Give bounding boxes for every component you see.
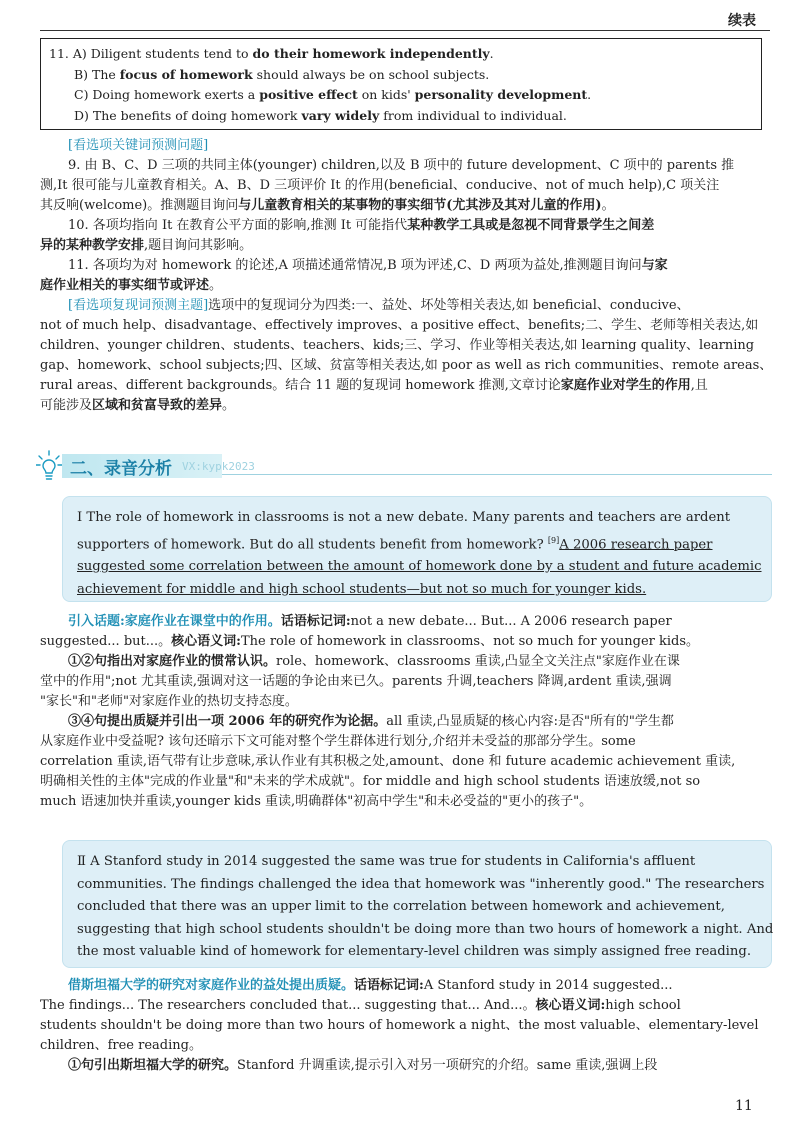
option-d-end: from individual to individual. <box>379 107 567 123</box>
transcript-1-line3: suggested some correlation between the amount of homework done by a student and future academic <box>77 559 762 575</box>
analysis-recur-line2: not of much help、disadvantage、effectively improves、a positive effect、benefits;二、学生、老师等相关表达,如 <box>40 318 759 333</box>
option-d <box>41 106 761 127</box>
continued-label: 续表 <box>728 13 756 29</box>
text: The findings... The researchers concluded that... suggesting that... And...。 <box>40 998 536 1013</box>
emphasis: 某种教学工具或是忽视不同背景学生之间差 <box>407 218 655 233</box>
emphasis: 与家 <box>641 258 668 273</box>
label: 话语标记词: <box>354 978 424 993</box>
text: A Stanford study in 2014 suggested... <box>423 978 673 993</box>
option-analysis <box>40 136 773 416</box>
emphasis: 异的某种教学安排 <box>40 238 145 253</box>
option-c-text: C) Doing homework exerts a <box>74 87 260 102</box>
label: 核心语义词: <box>535 998 606 1013</box>
watermark: VX:kypk2023 <box>182 460 255 473</box>
header-rule <box>40 30 770 31</box>
analysis-recur-line3: children、younger children、students、teachers、kids;三、学习、作业等相关表达,如 learning quality、learning <box>40 338 755 353</box>
emphasis: ①②句指出对家庭作业的惯常认识。 <box>68 654 277 669</box>
commentary-1-line5: "家长"和"老师"对家庭作业的热切支持态度。 <box>40 694 298 709</box>
question-11-options <box>40 38 762 130</box>
option-a-text: A) Diligent students tend to <box>72 46 253 61</box>
question-marker: [9] <box>547 535 560 545</box>
commentary-1-line8: correlation 重读,语气带有让步意味,承认作业有其积极之处,amount、done 和 future academic achievement 重读, <box>40 754 736 769</box>
commentary-2-line3: students shouldn't be doing more than two hours of homework a night、the most valuable、elementary-level <box>40 1018 759 1033</box>
option-d-text: D) The benefits of doing homework <box>74 107 302 123</box>
option-d-key: vary widely <box>301 107 380 123</box>
emphasis: ①句引出斯坦福大学的研究。 <box>68 1058 238 1073</box>
option-c-key1: positive effect <box>259 87 358 102</box>
option-c <box>41 85 761 106</box>
text: 10. 各项均指向 It 在教育公平方面的影响,推测 It 可能指代 <box>68 218 408 233</box>
commentary-2-line1 <box>40 976 770 996</box>
option-a <box>41 44 761 65</box>
emphasis: 区域和贫富导致的差异 <box>92 398 223 413</box>
text: all 重读,凸显质疑的核心内容:是否"所有的"学生都 <box>386 714 674 729</box>
commentary-1-line9: 明确相关性的主体"完成的作业量"和"未来的学术成就"。for middle and high school students 语速放缓,not so <box>40 774 701 789</box>
commentary-paragraph-1 <box>40 612 770 812</box>
option-c-mid: on kids' <box>357 87 415 102</box>
label: 话语标记词: <box>280 614 351 629</box>
analysis-q9-line2: 测,It 很可能与儿童教育相关。A、B、D 三项评价 It 的作用(beneficial、conducive、not of much help),C 项关注 <box>40 178 720 193</box>
option-c-key2: personality development <box>414 87 588 102</box>
question-number: 11. <box>49 46 69 61</box>
section-heading <box>36 452 772 480</box>
underlined-text: A 2006 research paper <box>559 536 713 552</box>
commentary-topic: 引入话题:家庭作业在课堂中的作用。 <box>68 614 281 629</box>
option-b <box>41 65 761 86</box>
analysis-recur-line5 <box>40 376 770 396</box>
analysis-q10-line1 <box>40 216 770 236</box>
transcript-2-line4: suggesting that high school students shouldn't be doing more than two hours of homework a night. And <box>77 921 774 937</box>
analysis-recur-line6 <box>40 396 770 416</box>
commentary-1-line10: much 语速加快并重读,younger kids 重读,明确群体"初高中学生"和未必受益的"更小的孩子"。 <box>40 794 593 809</box>
analysis-q9-line1: 9. 由 B、C、D 三项的共同主体(younger) children,以及 B 项中的 future development、C 项中的 parents 推 <box>68 158 735 173</box>
label: 核心语义词: <box>171 634 241 649</box>
commentary-1-line1 <box>40 612 770 632</box>
text: The role of homework in classrooms、not so much for younger kids。 <box>240 634 700 649</box>
text: 其反响(welcome)。推测题目询问 <box>40 198 239 213</box>
analysis-tag-keywords: [看选项关键词预测问题] <box>68 138 209 153</box>
lightbulb-icon <box>36 450 62 482</box>
commentary-1-line3 <box>40 652 770 672</box>
option-b-end: should always be on school subjects. <box>252 66 490 82</box>
emphasis: ③④句提出质疑并引出一项 2006 年的研究作为论据。 <box>68 714 387 729</box>
analysis-q11-line1 <box>40 256 770 276</box>
section-rule <box>222 474 772 475</box>
emphasis: 家庭作业对学生的作用 <box>560 378 691 393</box>
text: suggested... but...。 <box>40 634 172 649</box>
transcript-1-line2 <box>77 530 757 557</box>
option-a-key: do their homework independently <box>252 46 490 61</box>
emphasis: 庭作业相关的事实细节或评述 <box>40 278 210 293</box>
commentary-topic: 借斯坦福大学的研究对家庭作业的益处提出质疑。 <box>68 978 355 993</box>
text: 可能涉及 <box>40 398 93 413</box>
transcript-paragraph-1 <box>62 496 772 602</box>
option-b-text: B) The <box>74 66 120 82</box>
option-c-end: . <box>587 87 592 102</box>
transcript-1-line1: Ⅰ The role of homework in classrooms is not a new debate. Many parents and teachers are ardent <box>77 510 731 525</box>
transcript-2-line2: communities. The findings challenged the idea that homework was "inherently good." The researchers <box>77 876 765 892</box>
commentary-1-line7: 从家庭作业中受益呢? 该句还暗示下文可能对整个学生群体进行划分,介绍并未受益的那部分学生。some <box>40 734 636 749</box>
text: high school <box>605 998 681 1013</box>
text: role、homework、classrooms 重读,凸显全文关注点"家庭作业在课 <box>276 654 680 669</box>
page-number: 11 <box>735 1098 753 1114</box>
commentary-2-line4: children、free reading。 <box>40 1038 202 1053</box>
text: not a new debate... But... A 2006 research paper <box>350 614 672 629</box>
option-b-key: focus of homework <box>119 66 253 82</box>
text: 。 <box>601 198 615 213</box>
text: supporters of homework. But do all students benefit from homework? <box>77 536 548 552</box>
commentary-2-line5 <box>40 1056 770 1076</box>
analysis-q11-line2 <box>40 276 770 296</box>
commentary-2-line2 <box>40 996 770 1016</box>
analysis-recur-line4: gap、homework、school subjects;四、区域、贫富等相关表达,如 poor as well as rich communities、remote areas、 <box>40 358 773 373</box>
analysis-q9-line3 <box>40 196 770 216</box>
text: 11. 各项均为对 homework 的论述,A 项描述通常情况,B 项为评述,C、D 两项为益处,推测题目询问 <box>68 258 642 273</box>
text: 。 <box>209 278 223 293</box>
option-a-end: . <box>489 46 494 61</box>
text: 。 <box>222 398 236 413</box>
commentary-paragraph-2 <box>40 976 770 1076</box>
text: ,题目询问其影响。 <box>144 238 253 253</box>
section-title: 二、录音分析 <box>70 459 172 479</box>
transcript-1-line4: achievement for middle and high school students—but not so much for younger kids. <box>77 581 647 597</box>
text: Stanford 升调重读,提示引入对另一项研究的介绍。same 重读,强调上段 <box>237 1058 658 1073</box>
analysis-tag-recurring: [看选项复现词预测主题] <box>68 298 209 313</box>
analysis-recur-line1 <box>40 296 770 316</box>
commentary-1-line4: 堂中的作用";not 尤其重读,强调对这一话题的争论由来已久。parents 升调,teachers 降调,ardent 重读,强调 <box>40 674 672 689</box>
transcript-2-line3: concluded that there was an upper limit to the correlation between homework and achievement, <box>77 899 725 914</box>
transcript-2-line5: the most valuable kind of homework for elementary-level children was simply assigned free reading. <box>77 944 752 959</box>
transcript-2-line1: Ⅱ A Stanford study in 2014 suggested the same was true for students in California's affluent <box>77 854 696 869</box>
text: 选项中的复现词分为四类:一、益处、坏处等相关表达,如 beneficial、conducive、 <box>208 298 690 313</box>
commentary-1-line6 <box>40 712 770 732</box>
text: rural areas、different backgrounds。结合 11 题的复现词 homework 推测,文章讨论 <box>40 378 561 393</box>
analysis-q10-line2 <box>40 236 770 256</box>
emphasis: 与儿童教育相关的某事物的事实细节(尤其涉及其对儿童的作用) <box>238 198 602 213</box>
text: ,且 <box>690 378 708 393</box>
transcript-paragraph-2 <box>62 840 772 968</box>
commentary-1-line2 <box>40 632 770 652</box>
